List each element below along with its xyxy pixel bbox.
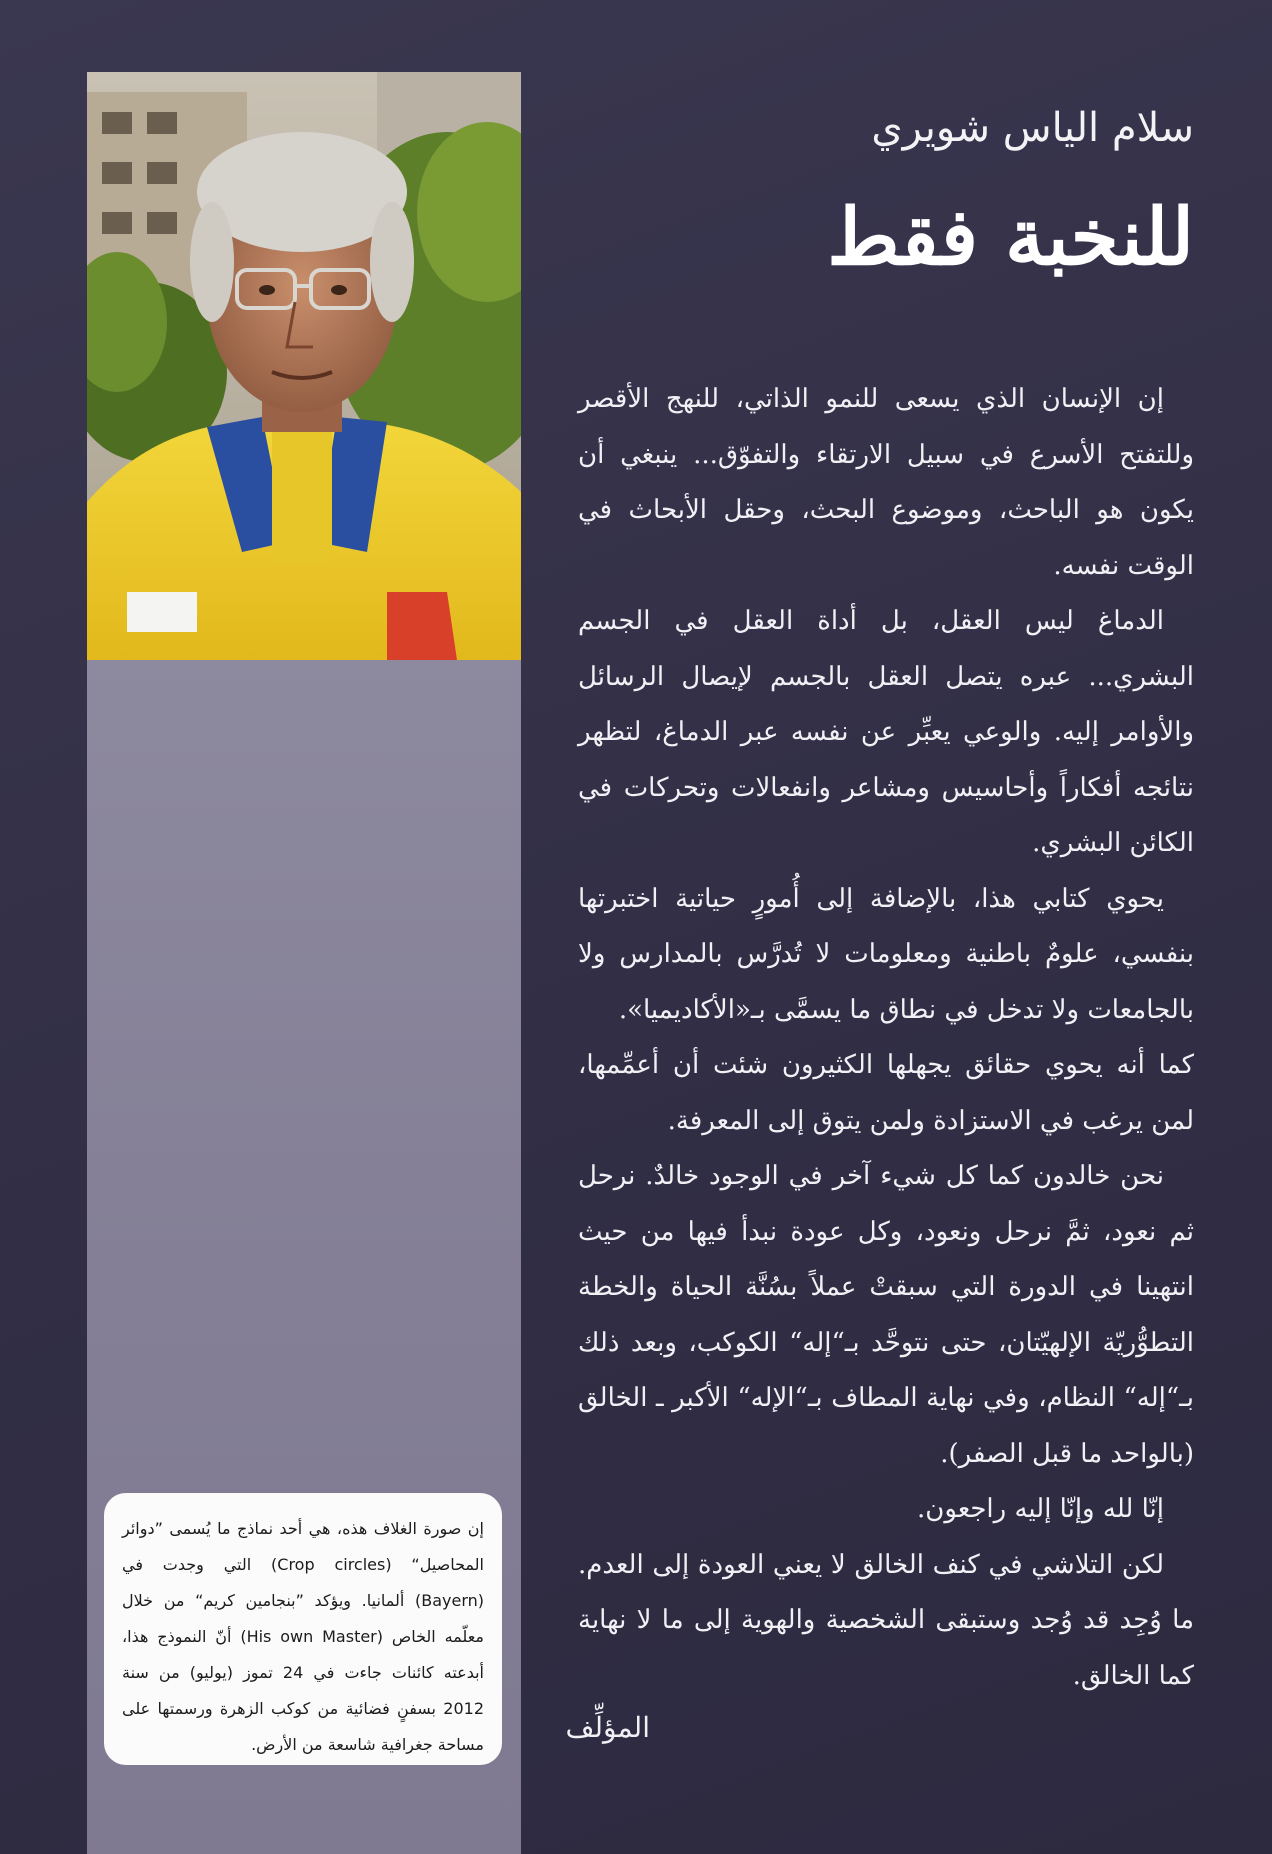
blurb-paragraph: إنّا لله وإنّا إليه راجعون.	[917, 1494, 1164, 1524]
blurb-text	[578, 372, 1194, 1704]
author-photo	[87, 72, 521, 660]
blurb-paragraph: الدماغ ليس العقل، بل أداة العقل في الجسم البشري... عبره يتصل العقل بالجسم لإيصال الرسائل والأوامر إليه. والوعي يعبِّر عن نفسه عبر الدماغ، لتظهر نتائجه أفكاراً وأحاسيس ومشاعر وانفعالات وتحركات في الكائن البشري.	[578, 606, 1194, 858]
signature: المؤلِّف	[565, 1711, 650, 1744]
author-name: سلام الياس شويري	[871, 105, 1194, 151]
book-title: للنخبة فقط	[827, 192, 1194, 283]
blurb-paragraph: لكن التلاشي في كنف الخالق لا يعني العودة إلى العدم. ما وُجِد قد وُجد وستبقى الشخصية والهوية إلى ما لا نهاية كما الخالق.	[578, 1549, 1194, 1691]
blurb-paragraph: كما أنه يحوي حقائق يجهلها الكثيرون شئت أن أعمِّمها، لمن يرغب في الاستزادة ولمن يتوق إلى المعرفة.	[578, 1050, 1194, 1136]
cover-caption: إن صورة الغلاف هذه، هي أحد نماذج ما يُسمى ”دوائر المحاصيل“ (Crop circles) التي وجدت في (Bayern) ألمانيا. ويؤكد ”بنجامين كريم“ من خلال معلّمه الخاص (His own Master) أنّ النموذج هذا، أبدعته كائنات جاءت في 24 تموز (يوليو) من سنة 2012 بسفنٍ فضائية من كوكب الزهرة ورسمتها على مساحة جغرافية شاسعة من الأرض.	[104, 1493, 502, 1765]
blurb-paragraph: يحوي كتابي هذا، بالإضافة إلى أُمورٍ حياتية اختبرتها بنفسي، علومٌ باطنية ومعلومات لا تُدرَّس بالمدارس ولا بالجامعات ولا تدخل في نطاق ما يسمَّى بـ«الأكاديميا».	[578, 883, 1194, 1025]
blurb-paragraph: نحن خالدون كما كل شيء آخر في الوجود خالدٌ. نرحل ثم نعود، ثمَّ نرحل ونعود، وكل عودة نبدأ فيها من حيث انتهينا في الدورة التي سبقتْ عملاً بسُنَّة الحياة والخطة التطوُّريّة الإلهيّتان، حتى نتوحَّد بـ“إله“ الكوكب، وبعد ذلك بـ“إله“ النظام، وفي نهاية المطاف بـ“الإله“ الأكبر ـ الخالق (بالواحد ما قبل الصفر).	[578, 1161, 1194, 1469]
blurb-paragraph: إن الإنسان الذي يسعى للنمو الذاتي، للنهج الأقصر وللتفتح الأسرع في سبيل الارتقاء والتفوّق... ينبغي أن يكون هو الباحث، وموضوع البحث، وحقل الأبحاث في الوقت نفسه.	[578, 384, 1194, 581]
